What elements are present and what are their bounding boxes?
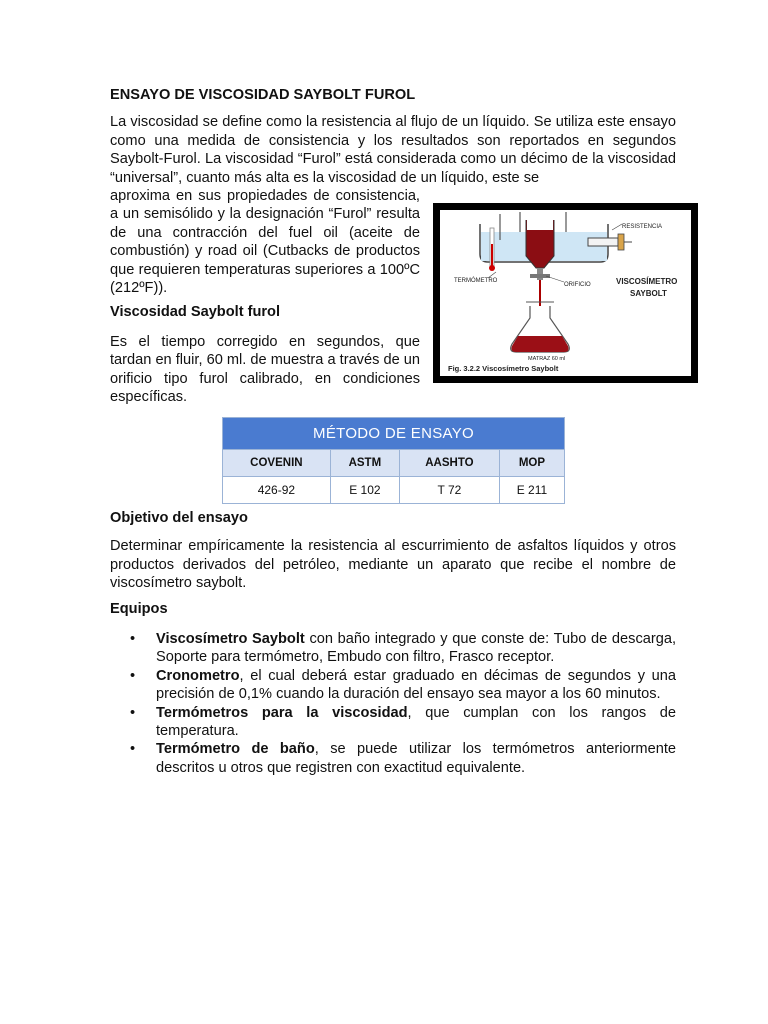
section-heading-equipos: Equipos bbox=[110, 601, 168, 617]
list-item bbox=[110, 630, 676, 667]
metodo-ensayo-table bbox=[222, 417, 565, 504]
equipos-list bbox=[110, 630, 676, 777]
figure-caption: Fig. 3.2.2 Viscosímetro Saybolt bbox=[448, 364, 559, 373]
label-viscosimetro: VISCOSÍMETRO bbox=[616, 277, 678, 286]
objetivo-paragraph: Determinar empíricamente la resistencia al escurrimiento de asfaltos líquidos y otros productos derivados del petróleo, mediante un aparato que recibe el nombre de viscosímetro saybolt. bbox=[110, 538, 676, 592]
list-item bbox=[110, 740, 676, 777]
table-header-aashto: AASHTO bbox=[399, 450, 499, 477]
page-title: ENSAYO DE VISCOSIDAD SAYBOLT FUROL bbox=[110, 87, 416, 103]
equipo-name: Cronometro bbox=[156, 667, 240, 684]
table-title: MÉTODO DE ENSAYO bbox=[223, 418, 565, 450]
list-item bbox=[110, 667, 676, 704]
table-header-astm: ASTM bbox=[330, 450, 399, 477]
bullet-glyph: • bbox=[130, 704, 136, 721]
label-resistencia: RESISTENCIA bbox=[622, 224, 663, 230]
list-item bbox=[110, 704, 676, 741]
label-matraz: MATRAZ 60 ml bbox=[528, 356, 566, 362]
equipo-description: con baño integrado y que conste de: Tubo de descarga, Soporte para termómetro, Embudo con filtro, Frasco receptor. bbox=[156, 631, 677, 666]
table-header-mop: MOP bbox=[499, 450, 564, 477]
section-heading-viscosidad: Viscosidad Saybolt furol bbox=[110, 304, 281, 320]
bullet-glyph: • bbox=[130, 741, 136, 758]
equipo-name: Viscosímetro Saybolt bbox=[156, 631, 305, 647]
equipo-description: , el cual deberá estar graduado en décimas de segundos y una precisión de 0,1% cuando la duración del ensayo sea mayor a los 60 minutos. bbox=[156, 667, 676, 703]
bullet-glyph: • bbox=[130, 631, 136, 647]
equipo-description: , se puede utilizar los termómetros anteriormente descritos u otros que registren con exactitud equivalente. bbox=[156, 741, 676, 776]
equipo-name: Termómetros para la viscosidad bbox=[156, 704, 408, 721]
intro-wrap-paragraph: aproxima en sus propiedades de consistencia, a un semisólido y la designación “Furol” resulta de una contracción del fuel oil (aceite de combustión) y road oil (Cutbacks de productos que requieren temperaturas superiores a 100ºC (212ºF)). bbox=[110, 188, 420, 297]
intro-paragraph: La viscosidad se define como la resistencia al flujo de un líquido. Se utiliza este ensayo como una medida de consistencia y los resultados son reportados en segundos Saybolt-Furol. La viscosidad “Furol” está considerada como un décimo de la viscosidad “universal”, cuanto más alta es la viscosidad de un líquido, este se bbox=[110, 114, 676, 186]
table-cell: E 211 bbox=[499, 477, 564, 504]
table-cell: T 72 bbox=[399, 477, 499, 504]
label-termometro: TERMÓMETRO bbox=[454, 278, 498, 284]
label-saybolt: SAYBOLT bbox=[630, 289, 667, 298]
table-header-covenin: COVENIN bbox=[223, 450, 331, 477]
table-cell: 426-92 bbox=[223, 477, 331, 504]
bullet-glyph: • bbox=[130, 667, 136, 684]
label-orificio: ORIFICIO bbox=[564, 282, 591, 288]
table-cell: E 102 bbox=[330, 477, 399, 504]
viscosimeter-diagram bbox=[440, 210, 691, 376]
equipo-name: Termómetro de baño bbox=[156, 741, 315, 758]
equipo-description: , que cumplan con los rangos de temperatura. bbox=[156, 704, 677, 740]
section-heading-objetivo: Objetivo del ensayo bbox=[110, 510, 248, 526]
viscosidad-paragraph: Es el tiempo corregido en segundos, que tardan en fluir, 60 ml. de muestra a través de un orificio tipo furol calibrado, en condiciones específicas. bbox=[110, 334, 420, 406]
viscosimeter-figure bbox=[433, 203, 698, 383]
